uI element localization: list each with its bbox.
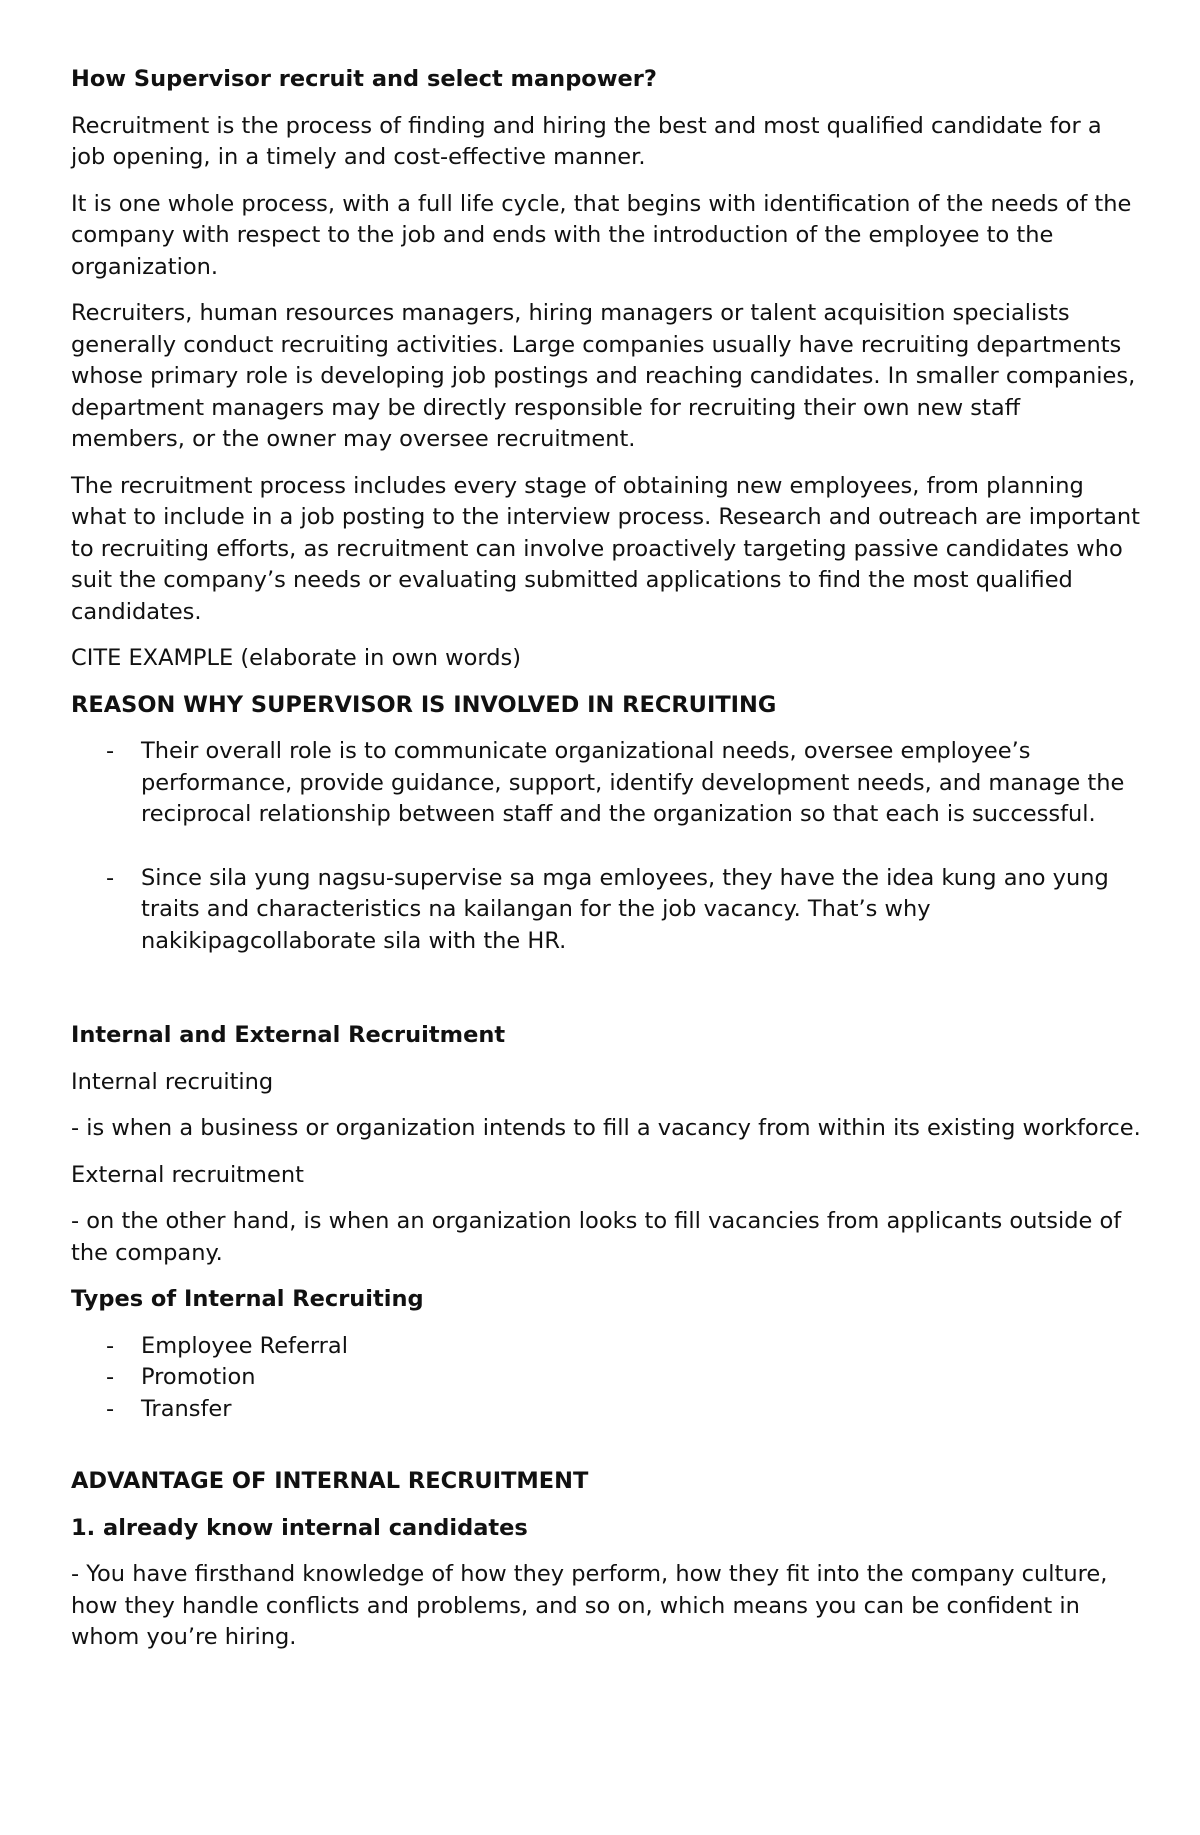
paragraph-life-cycle: It is one whole process, with a full life cycle, that begins with identification of the needs of the company with respect to the job and ends with the introduction of the employee to the organization. — [71, 190, 1132, 280]
advantage-1-heading: 1. already know internal candidates — [71, 1514, 528, 1541]
advantage-1-text: - You have firsthand knowledge of how they perform, how they fit into the company culture, how they handle conflicts and problems, and so on, which means you can be confident in whom you’re hiring. — [71, 1561, 1108, 1650]
paragraph-recruiters: Recruiters, human resources managers, hiring managers or talent acquisition specialists generally conduct recruiting activities. Large companies usually have recruiting departments whose primary role is developing job postings and reaching candidates. In smaller companies, department managers may be directly responsible for recruiting their own new staff members, or the owner may oversee recruitment. — [71, 300, 1136, 452]
list-item: - Promotion — [71, 1362, 1141, 1394]
list-item: - Transfer — [71, 1394, 1141, 1426]
advantage-heading: ADVANTAGE OF INTERNAL RECRUITMENT — [71, 1468, 589, 1494]
cite-example-note: CITE EXAMPLE (elaborate in own words) — [71, 645, 521, 671]
paragraph-recruitment-definition: Recruitment is the process of finding and hiring the best and most qualified candidate for a job opening, in a timely and cost-effective manner. — [71, 112, 1102, 170]
list-item: - Since sila yung nagsu-supervise sa mga emloyees, they have the idea kung ano yung traits and characteristics na kailangan for the job vacancy. That’s why nakikipagcollaborate sila with the HR. — [71, 863, 1141, 958]
paragraph-recruitment-process: The recruitment process includes every stage of obtaining new employees, from planning what to include in a job posting to the interview process. Research and outreach are important to recruiting efforts, as recruitment can involve proactively targeting passive candidates who suit the company’s needs or evaluating submitted applications to find the most qualified candidates. — [71, 472, 1140, 625]
types-heading: Types of Internal Recruiting — [71, 1286, 424, 1312]
reason-list — [71, 736, 1141, 957]
reason-heading: REASON WHY SUPERVISOR IS INVOLVED IN RECRUITING — [71, 691, 777, 718]
types-list — [71, 1331, 1141, 1426]
list-item: - Their overall role is to communicate organizational needs, oversee employee’s performance, provide guidance, support, identify development needs, and manage the reciprocal relationship between staff and the organization so that each is successful. — [71, 736, 1141, 831]
list-item: - Employee Referral — [71, 1331, 1141, 1363]
external-recruitment-label: External recruitment — [71, 1161, 304, 1188]
page-title: How Supervisor recruit and select manpower? — [71, 66, 657, 92]
internal-recruiting-label: Internal recruiting — [71, 1068, 274, 1095]
external-recruitment-definition: - on the other hand, is when an organization looks to fill vacancies from applicants outside of the company. — [71, 1208, 1122, 1266]
internal-recruiting-definition: - is when a business or organization intends to fill a vacancy from within its existing workforce. — [71, 1115, 1141, 1141]
document-page — [71, 64, 1141, 1669]
internal-external-heading: Internal and External Recruitment — [71, 1022, 506, 1048]
